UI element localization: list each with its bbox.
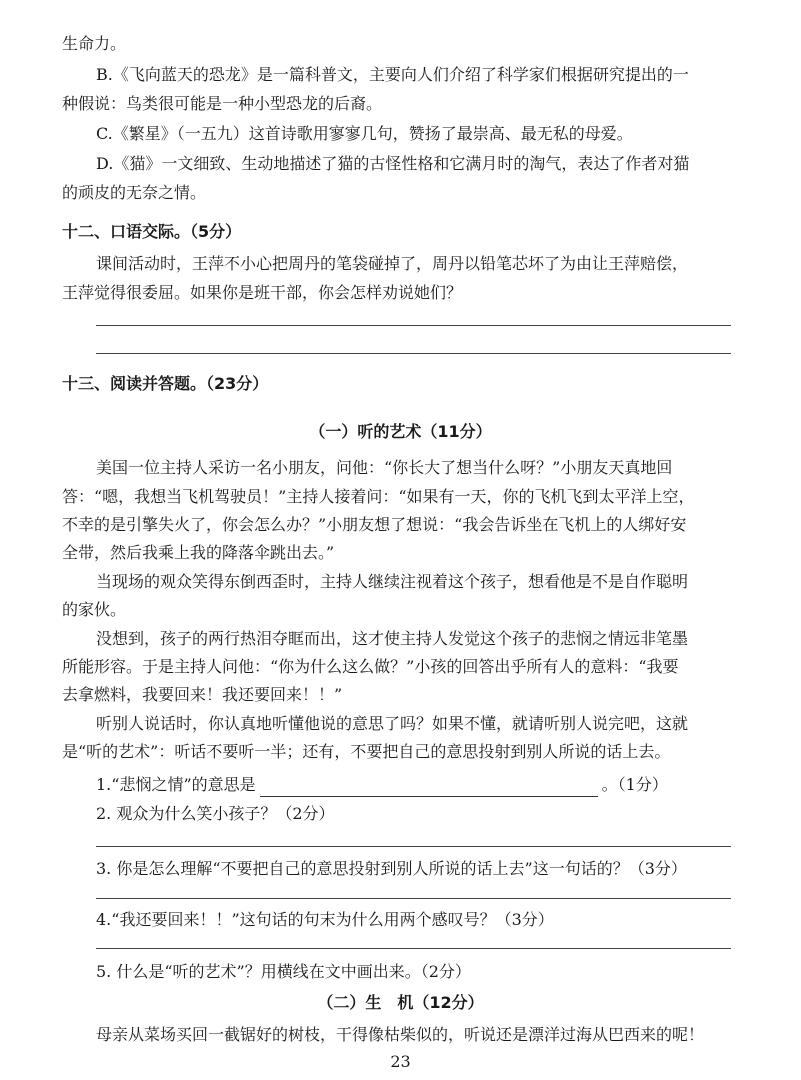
passage-1-title: （一）听的艺术（11分） bbox=[309, 422, 492, 441]
answer-line-q2[interactable] bbox=[96, 846, 731, 847]
option-d-line-2: 的顽皮的无奈之情。 bbox=[62, 183, 207, 202]
section-13-heading: 十三、阅读并答题。（23分） bbox=[62, 374, 269, 393]
answer-line-q4[interactable] bbox=[96, 948, 731, 949]
section-12-text-2: 王萍觉得很委屈。如果你是班干部，你会怎样劝说她们？ bbox=[62, 283, 463, 302]
option-b-line-1: B.《飞向蓝天的恐龙》是一篇科普文，主要向人们介绍了科学家们根据研究提出的一 bbox=[96, 65, 689, 84]
passage-1-p3-line-3: 去拿燃料，我要回来！我还要回来！！” bbox=[62, 685, 343, 704]
answer-line-12-2[interactable] bbox=[96, 353, 731, 354]
question-3: 3. 你是怎么理解“不要把自己的意思投射到别人所说的话上去”这一句话的？（3分） bbox=[96, 859, 687, 878]
question-1-suffix: 。（1分） bbox=[601, 775, 668, 794]
option-a-continuation: 生命力。 bbox=[62, 34, 127, 53]
passage-1-p4-line-1: 听别人说话时，你认真地听懂他说的意思了吗？如果不懂，就请听别人说完吧，这就 bbox=[96, 714, 689, 733]
question-1-blank[interactable] bbox=[260, 779, 598, 797]
passage-1-p1-line-2: 答：“嗯，我想当飞机驾驶员！”主持人接着问：“如果有一天，你的飞机飞到太平洋上空， bbox=[62, 487, 695, 506]
answer-line-12-1[interactable] bbox=[96, 325, 731, 326]
section-12-heading: 十二、口语交际。（5分） bbox=[62, 222, 242, 241]
passage-1-p2-line-2: 的家伙。 bbox=[62, 600, 127, 619]
passage-1-p1-line-3: 不幸的是引擎失火了，你会怎么办？”小朋友想了想说：“我会告诉坐在飞机上的人绑好安 bbox=[62, 515, 687, 534]
passage-1-p2-line-1: 当现场的观众笑得东倒西歪时，主持人继续注视着这个孩子，想看他是不是自作聪明 bbox=[96, 572, 689, 591]
option-d-line-1: D.《猫》一文细致、生动地描述了猫的古怪性格和它满月时的淘气，表达了作者对猫 bbox=[96, 154, 690, 173]
passage-1-p3-line-1: 没想到，孩子的两行热泪夺眶而出，这才使主持人发觉这个孩子的悲悯之情远非笔墨 bbox=[96, 629, 689, 648]
passage-1-p1-line-1: 美国一位主持人采访一名小朋友，问他：“你长大了想当什么呀？”小朋友天真地回 bbox=[96, 458, 673, 477]
question-1 bbox=[96, 773, 739, 797]
option-c: C.《繁星》（一五九）这首诗歌用寥寥几句，赞扬了最崇高、最无私的母爱。 bbox=[96, 124, 633, 143]
section-12-text-1: 课间活动时，王萍不小心把周丹的笔袋碰掉了，周丹以铅笔芯坏了为由让王萍赔偿， bbox=[96, 254, 689, 273]
passage-1-p4-line-2: 是“听的艺术”：听话不要听一半；还有，不要把自己的意思投射到别人所说的话上去。 bbox=[62, 742, 671, 761]
question-4: 4.“我还要回来！！”这句话的句末为什么用两个感叹号？（3分） bbox=[96, 910, 554, 929]
option-b-line-2: 种假说：鸟类很可能是一种小型恐龙的后裔。 bbox=[62, 94, 383, 113]
answer-line-q3[interactable] bbox=[96, 898, 731, 899]
page-number: 23 bbox=[390, 1052, 411, 1071]
passage-2-p1: 母亲从菜场买回一截锯好的树枝，干得像枯柴似的，听说还是漂洋过海从巴西来的呢！ bbox=[96, 1025, 705, 1044]
passage-1-p1-line-4: 全带，然后我乘上我的降落伞跳出去。” bbox=[62, 543, 335, 562]
question-1-prefix: 1.“悲悯之情”的意思是 bbox=[96, 775, 256, 794]
question-2: 2. 观众为什么笑小孩子？（2分） bbox=[96, 804, 335, 823]
question-5: 5. 什么是“听的艺术”？用横线在文中画出来。（2分） bbox=[96, 962, 471, 981]
passage-1-p3-line-2: 所能形容。于是主持人问他：“你为什么这么做？”小孩的回答出乎所有人的意料：“我要 bbox=[62, 657, 679, 676]
passage-2-title: （二）生 机（12分） bbox=[317, 993, 484, 1012]
